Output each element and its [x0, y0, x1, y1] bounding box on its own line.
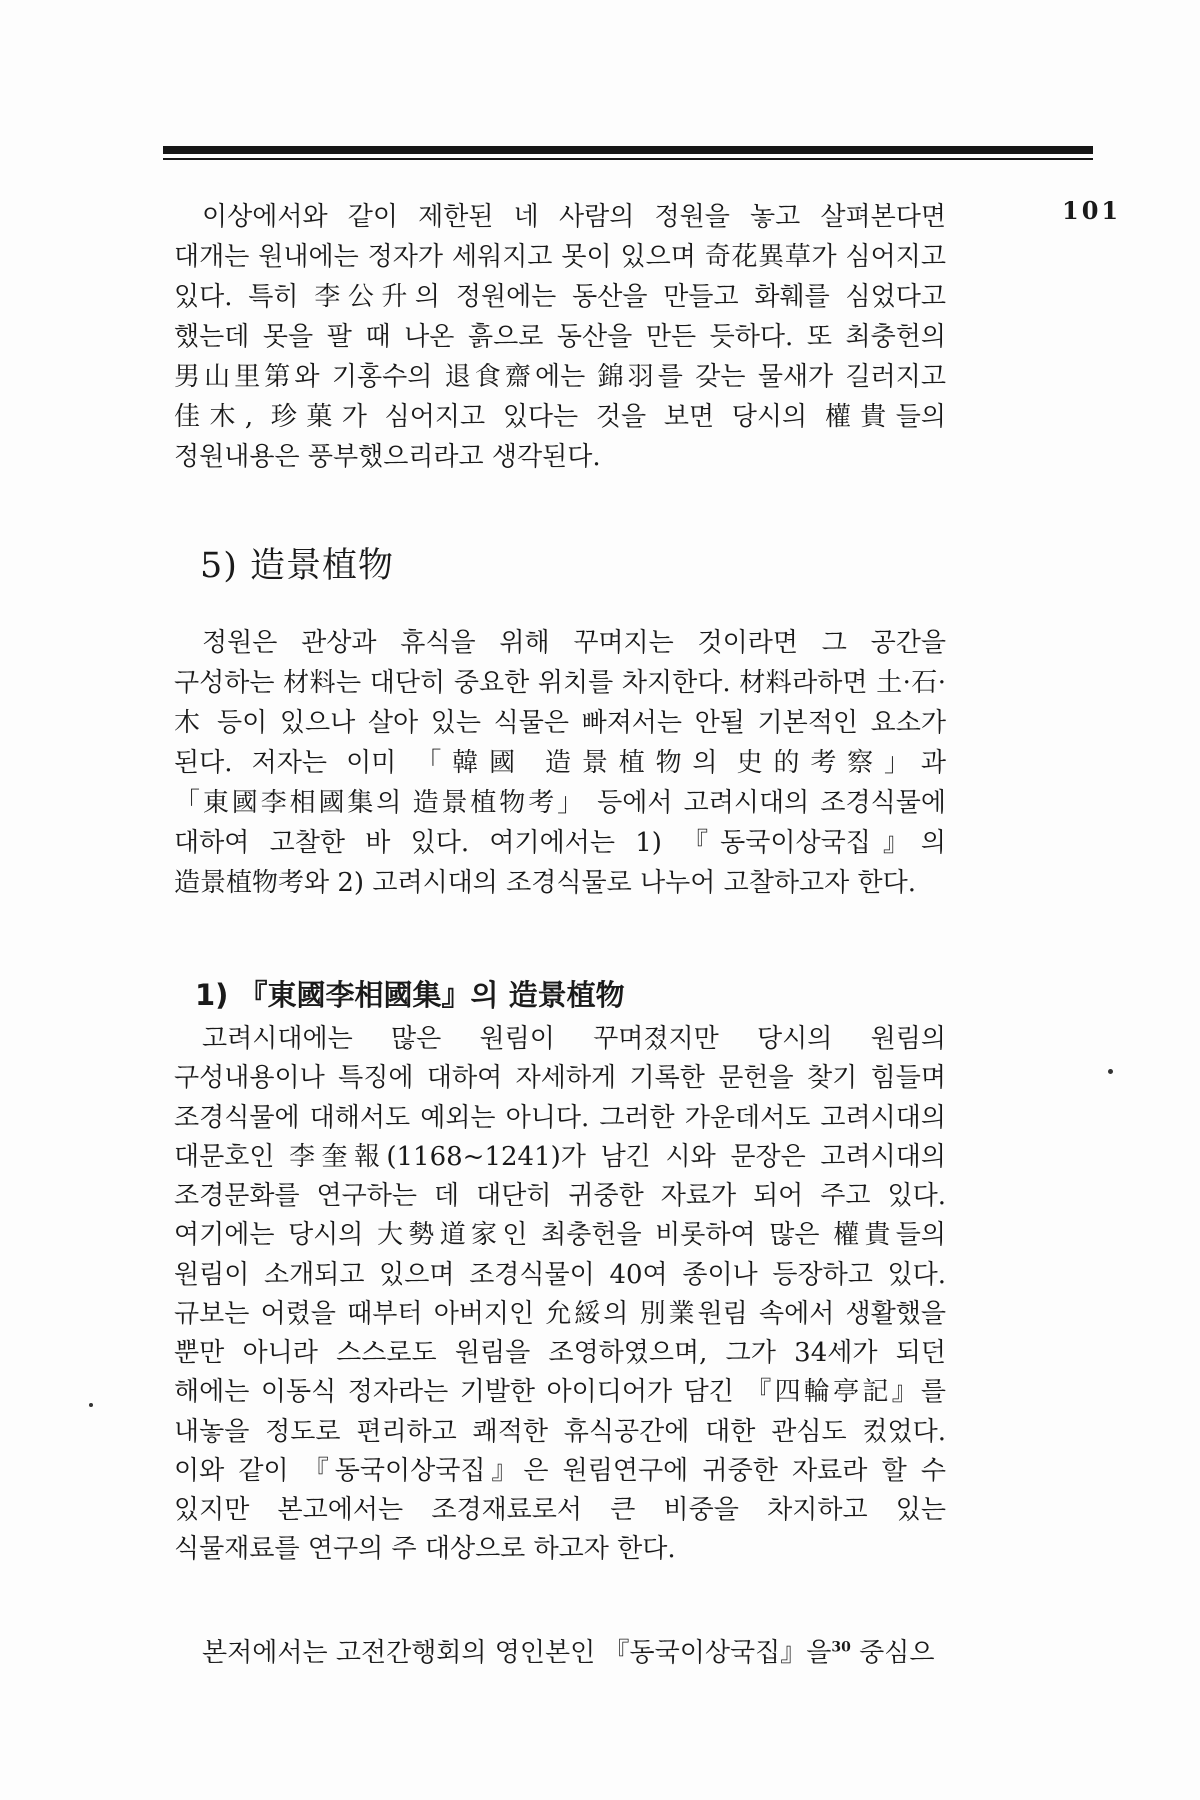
paragraph-plant-materials: 정원은 관상과 휴식을 위해 꾸며지는 것이라면 그 공간을 구성하는 材料는 대단히 중요한 위치를 차지한다. 材料라하면 土·石·木 등이 있으나 살아 있는 식물은 빠져서는 안될 기본적인 요소가 된다. 저자는 이미 「韓國 造景植物의 史的考察」과 「東國李相國集의 造景植物考」 등에서 고려시대의 조경식물에 대하여 고찰한 바 있다. 여기에서는 1) 『동국이상국집』의 造景植物考와 2) 고려시대의 조경식물로 나누어 고찰하고자 한다.: [174, 628, 946, 899]
subsection-heading-dongguk: 1) 『東國李相國集』의 造景植物: [195, 978, 625, 1012]
header-rule-thick: [163, 146, 1093, 154]
paragraph-source-text: [174, 1634, 946, 1676]
paragraph-goryeo-gardens: 고려시대에는 많은 원림이 꾸며졌지만 당시의 원림의 구성내용이나 특징에 대하여 자세하게 기록한 문헌을 찾기 힘들며 조경식물에 대해서도 예외는 아니다. 그러한 가운데서도 고려시대의 대문호인 李奎報(1168~1241)가 남긴 시와 문장은 고려시대의 조경문화를 연구하는 데 대단히 귀중한 자료가 되어 주고 있다. 여기에는 당시의 大勢道家인 최충헌을 비롯하여 많은 權貴들의 원림이 소개되고 있으며 조경식물이 40여 종이나 등장하고 있다. 규보는 어렸을 때부터 아버지인 允綏의 別業원림 속에서 생활했을 뿐만 아니라 스스로도 원림을 조영하였으며, 그가 34세가 되던 해에는 이동식 정자라는 기발한 아이디어가 담긴 『四輪亭記』를 내놓을 정도로 편리하고 쾌적한 휴식공간에 대한 관심도 컸었다. 이와 같이 『동국이상국집』은 원림연구에 귀중한 자료라 할 수 있지만 본고에서는 조경재료로서 큰 비중을 차지하고 있는 식물재료를 연구의 주 대상으로 하고자 한다.: [174, 1024, 946, 1565]
footnote-marker: 30: [831, 1639, 851, 1656]
scan-speck: [89, 1403, 93, 1407]
paragraph-gardens-summary: 이상에서와 같이 제한된 네 사람의 정원을 놓고 살펴본다면 대개는 원내에는 정자가 세워지고 못이 있으며 奇花異草가 심어지고 있다. 특히 李公升의 정원에는 동산을 만들고 화훼를 심었다고 했는데 못을 팔 때 나온 흙으로 동산을 만든 듯하다. 또 최충헌의 男山里第와 기홍수의 退食齋에는 錦羽를 갖는 물새가 길러지고 佳木, 珍菓가 심어지고 있다는 것을 보면 당시의 權貴들의 정원내용은 풍부했으리라고 생각된다.: [174, 202, 946, 473]
source-text-end: 중심으: [850, 1638, 935, 1668]
page-number: 101: [1062, 196, 1122, 225]
section-heading-landscape-plants: 5) 造景植物: [200, 546, 395, 586]
source-text-start: 본저에서는 고전간행회의 영인본인 『동국이상국집』을: [202, 1638, 832, 1668]
header-rule-thin: [163, 158, 1093, 160]
scan-speck: [1108, 1069, 1113, 1074]
